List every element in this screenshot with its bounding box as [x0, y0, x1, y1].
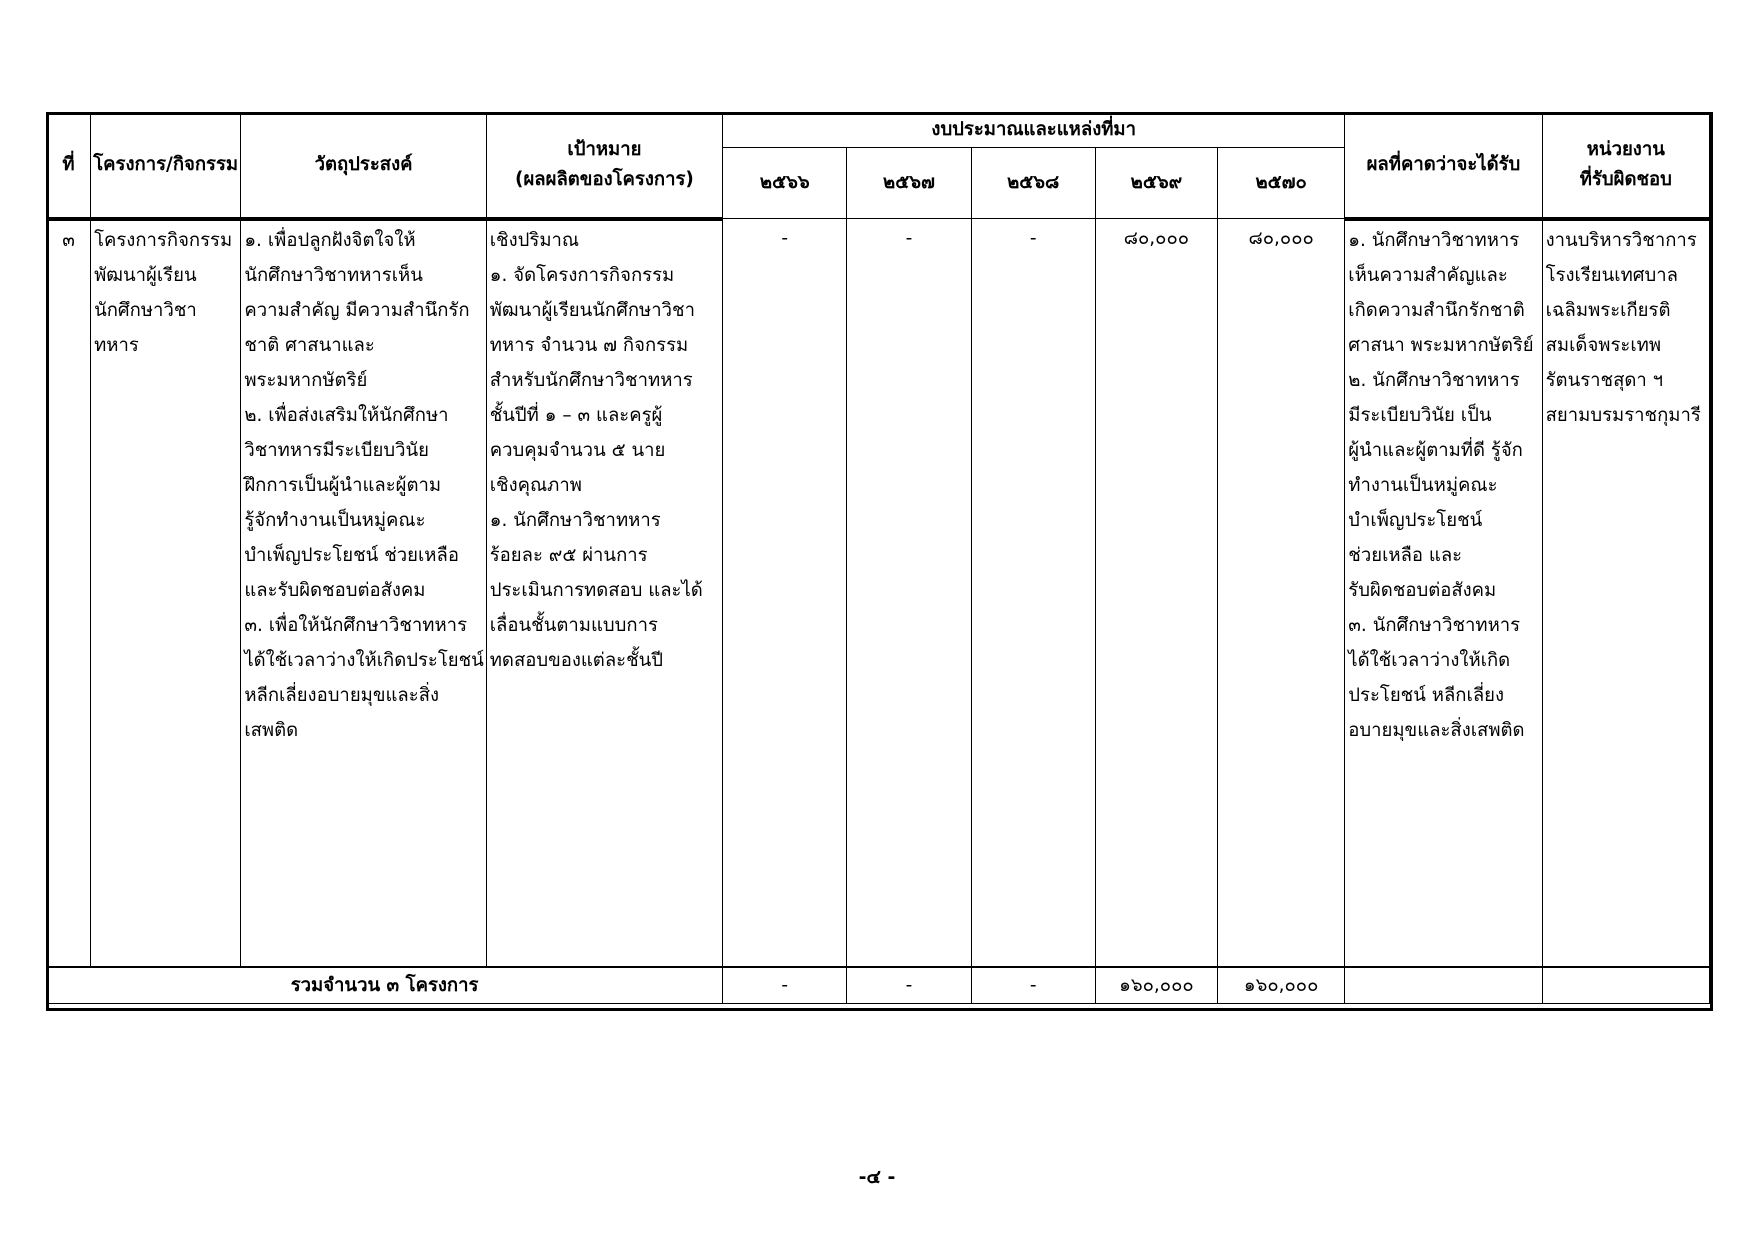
row-objective-line: ชาติ ศาสนาและ	[244, 334, 375, 356]
row-expected-line: ศาสนา พระมหากษัตริย์	[1348, 334, 1534, 356]
row-target-line: ร้อยละ ๙๕ ผ่านการ	[489, 544, 648, 566]
row-objective-line: พระมหากษัตริย์	[244, 369, 368, 391]
row-objective-line: รู้จักทำงานเป็นหมู่คณะ	[244, 509, 426, 531]
total-budget-2566: -	[723, 967, 847, 1004]
row-target-line: สำหรับนักศึกษาวิชาทหาร	[489, 369, 693, 391]
header-budget-group: งบประมาณและแหล่งที่มา	[723, 113, 1345, 148]
row-expected-line: รับผิดชอบต่อสังคม	[1348, 579, 1497, 601]
header-unit	[1542, 113, 1709, 219]
row-budget-2568-cell	[971, 219, 1095, 967]
row-project-line: นักศึกษาวิชา	[94, 299, 197, 321]
total-budget-2570: ๑๖๐,๐๐๐	[1218, 967, 1345, 1004]
header-no: ที่	[47, 113, 91, 219]
row-expected-line: ๓. นักศึกษาวิชาทหาร	[1348, 614, 1521, 636]
total-budget-2569: ๑๖๐,๐๐๐	[1095, 967, 1217, 1004]
row-budget-2566-cell	[723, 219, 847, 967]
row-objective-line: ๓. เพื่อให้นักศึกษาวิชาทหาร	[244, 614, 467, 636]
row-budget-2569: ๘๐,๐๐๐	[1123, 228, 1190, 249]
header-target-line2: (ผลผลิตของโครงการ)	[514, 168, 694, 190]
total-row	[47, 967, 1710, 1004]
project-plan-table	[46, 112, 1710, 1004]
total-unit-empty	[1542, 967, 1709, 1004]
row-objective-line: ๑. เพื่อปลูกฝังจิตใจให้	[244, 229, 416, 251]
header-target-line1: เป้าหมาย	[567, 138, 642, 160]
total-budget-2568: -	[971, 967, 1095, 1004]
row-objective-line: วิชาทหารมีระเบียบวินัย	[244, 439, 429, 461]
project-plan-table-container	[46, 112, 1710, 1004]
row-objective-line: ๒. เพื่อส่งเสริมให้นักศึกษา	[244, 404, 449, 426]
total-expected-empty	[1345, 967, 1542, 1004]
row-expected-line: ๒. นักศึกษาวิชาทหาร	[1348, 369, 1520, 391]
row-target-line: ควบคุมจำนวน ๕ นาย	[489, 439, 666, 461]
row-budget-2569-cell	[1095, 219, 1217, 967]
header-row-top	[47, 113, 1710, 148]
total-label: รวมจำนวน ๓ โครงการ	[47, 967, 723, 1004]
row-expected-line: ๑. นักศึกษาวิชาทหาร	[1348, 229, 1520, 251]
row-expected	[1345, 221, 1541, 748]
header-objective: วัตถุประสงค์	[241, 113, 486, 219]
header-year-2568: ๒๕๖๘	[971, 148, 1095, 219]
header-target	[486, 113, 722, 219]
row-unit-line: รัตนราชสุดา ฯ	[1545, 369, 1664, 391]
header-year-2566: ๒๕๖๖	[723, 148, 847, 219]
row-objective-line: นักศึกษาวิชาทหารเห็น	[244, 264, 423, 286]
row-no: ๓	[62, 229, 75, 251]
row-budget-2568: -	[1029, 228, 1037, 249]
row-budget-2570: ๘๐,๐๐๐	[1248, 228, 1314, 249]
row-expected-line: ประโยชน์ หลีกเลี่ยง	[1348, 684, 1505, 706]
header-year-2570: ๒๕๗๐	[1218, 148, 1345, 219]
header-expected: ผลที่คาดว่าจะได้รับ	[1345, 113, 1542, 219]
row-objective-line: ได้ใช้เวลาว่างให้เกิดประโยชน์	[244, 649, 484, 671]
row-budget-2567: -	[905, 228, 913, 249]
row-unit-line: โรงเรียนเทศบาล	[1545, 264, 1679, 286]
header-unit-line2: ที่รับผิดชอบ	[1579, 168, 1672, 190]
row-expected-line: มีระเบียบวินัย เป็น	[1348, 404, 1492, 426]
row-no-cell	[47, 219, 91, 967]
row-unit-line: สมเด็จพระเทพ	[1545, 334, 1662, 356]
row-budget-2567-cell	[847, 219, 971, 967]
row-expected-line: ผู้นำและผู้ตามที่ดี รู้จัก	[1348, 439, 1523, 461]
page-number: -๔ -	[858, 1166, 896, 1188]
row-target-line: ทดสอบของแต่ละชั้นปี	[489, 649, 664, 671]
row-objective-line: ความสำคัญ มีความสำนึกรัก	[244, 299, 470, 321]
row-expected-line: เห็นความสำคัญและ	[1348, 264, 1508, 286]
row-target	[487, 221, 722, 678]
row-objective-cell	[241, 219, 486, 967]
row-objective-line: เสพติด	[244, 719, 299, 741]
row-budget-2570-cell	[1218, 219, 1345, 967]
row-objective-line: ฝึกการเป็นผู้นำและผู้ตาม	[244, 474, 442, 496]
row-budget-2566: -	[781, 228, 789, 249]
row-unit-line: สยามบรมราชกุมารี	[1545, 404, 1701, 426]
header-year-2567: ๒๕๖๗	[847, 148, 971, 219]
row-target-line: เลื่อนชั้นตามแบบการ	[489, 614, 658, 636]
table-row	[47, 219, 1710, 967]
row-unit-line: งานบริหารวิชาการ	[1545, 229, 1697, 251]
row-unit-line: เฉลิมพระเกียรติ	[1545, 299, 1671, 321]
header-project: โครงการ/กิจกรรม	[91, 113, 241, 219]
row-objective-line: และรับผิดชอบต่อสังคม	[244, 579, 426, 601]
row-expected-line: เกิดความสำนึกรักชาติ	[1348, 299, 1525, 321]
row-target-line: ทหาร จำนวน ๗ กิจกรรม	[489, 334, 689, 356]
row-expected-cell	[1345, 219, 1542, 967]
row-target-line: ๑. จัดโครงการกิจกรรม	[489, 264, 675, 286]
row-unit-cell	[1542, 219, 1709, 967]
row-expected-line: บำเพ็ญประโยชน์	[1348, 509, 1483, 531]
row-expected-line: ทำงานเป็นหมู่คณะ	[1348, 474, 1498, 496]
row-expected-line: ได้ใช้เวลาว่างให้เกิด	[1348, 649, 1511, 671]
row-target-line: เชิงคุณภาพ	[489, 474, 582, 496]
row-expected-line: อบายมุขและสิ่งเสพติด	[1348, 719, 1525, 741]
row-project	[91, 221, 240, 363]
row-target-cell	[486, 219, 722, 967]
row-objective-line: บำเพ็ญประโยชน์ ช่วยเหลือ	[244, 544, 459, 566]
row-target-line: พัฒนาผู้เรียนนักศึกษาวิชา	[489, 299, 695, 321]
row-unit	[1543, 221, 1709, 433]
row-project-line: โครงการกิจกรรม	[94, 229, 233, 251]
row-project-line: ทหาร	[94, 334, 139, 356]
row-project-cell	[91, 219, 241, 967]
row-target-line: เชิงปริมาณ	[489, 229, 580, 251]
row-objective	[241, 221, 485, 748]
row-project-line: พัฒนาผู้เรียน	[94, 264, 197, 286]
row-expected-line: ช่วยเหลือ และ	[1348, 544, 1463, 566]
row-target-line: ประเมินการทดสอบ และได้	[489, 579, 703, 601]
header-unit-line1: หน่วยงาน	[1586, 138, 1665, 160]
header-year-2569: ๒๕๖๙	[1095, 148, 1217, 219]
row-objective-line: หลีกเลี่ยงอบายมุขและสิ่ง	[244, 684, 440, 706]
total-budget-2567: -	[847, 967, 971, 1004]
row-target-line: ๑. นักศึกษาวิชาทหาร	[489, 509, 661, 531]
row-target-line: ชั้นปีที่ ๑ – ๓ และครูผู้	[489, 404, 663, 426]
